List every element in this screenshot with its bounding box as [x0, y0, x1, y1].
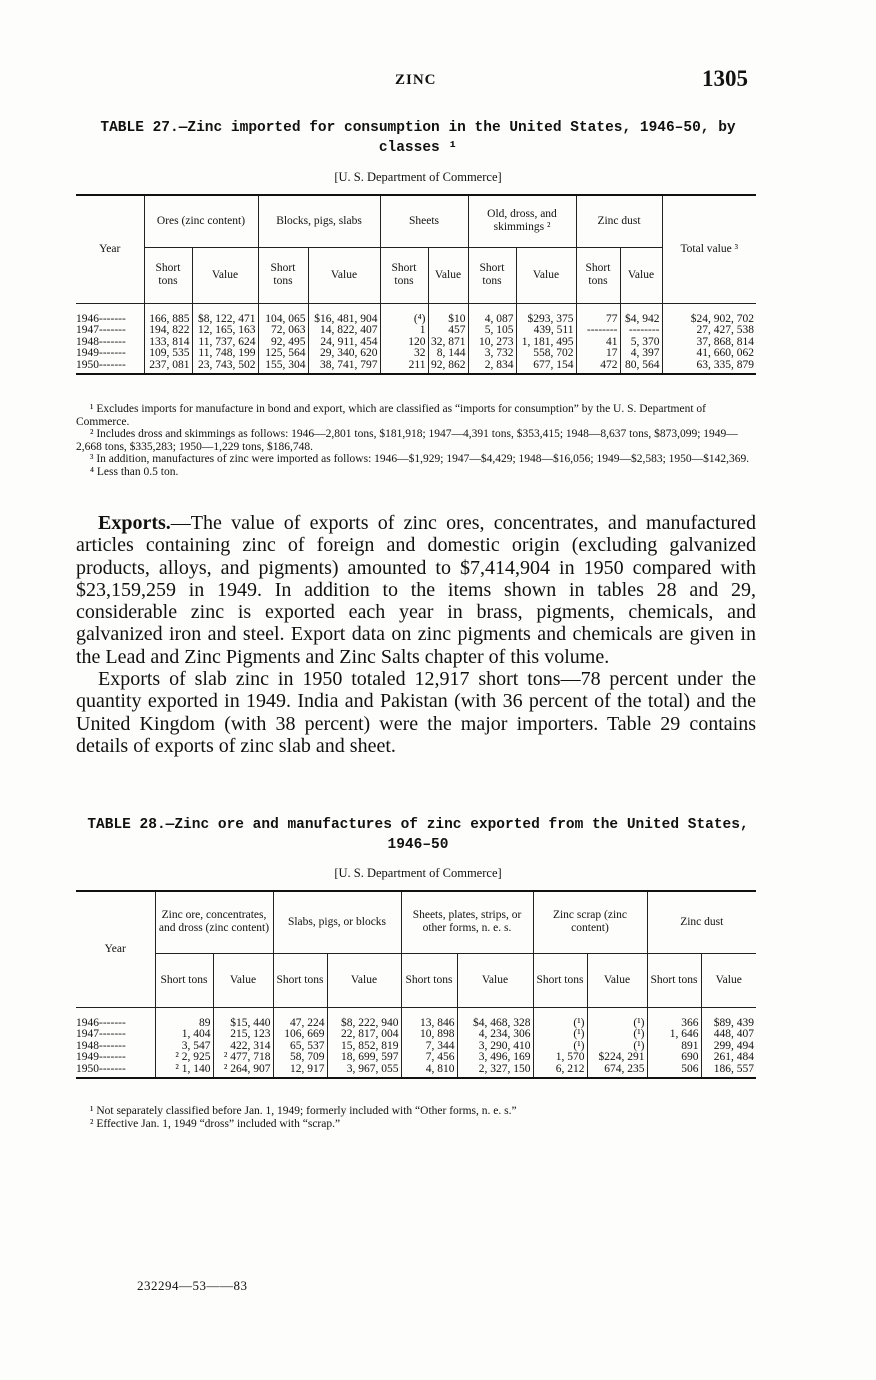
- data-cell: 457: [428, 325, 468, 337]
- value-header: Value: [457, 953, 533, 1007]
- data-cell: (¹): [587, 1041, 647, 1053]
- data-cell: 7, 456: [401, 1052, 457, 1064]
- table-row: [76, 1029, 756, 1041]
- table28-source: [U. S. Department of Commerce]: [334, 866, 502, 880]
- short-tons-header: Short tons: [155, 953, 213, 1007]
- data-cell: 4, 234, 306: [457, 1029, 533, 1041]
- value-header: Value: [327, 953, 401, 1007]
- value-header: Value: [213, 953, 273, 1007]
- data-cell: $15, 440: [213, 1018, 273, 1030]
- value-header: Value: [701, 953, 756, 1007]
- year-cell: 1949-------: [76, 347, 126, 359]
- data-cell: 125, 564: [258, 348, 308, 360]
- data-cell: 37, 868, 814: [662, 337, 756, 349]
- data-cell: 63, 335, 879: [662, 360, 756, 375]
- data-cell: 133, 814: [144, 337, 192, 349]
- table27-caption: TABLE 27.—Zinc imported for consumption in the United States, 1946–50, by classes ¹: [100, 120, 736, 156]
- data-cell: 366: [647, 1018, 701, 1030]
- table27-footnotes: [76, 403, 760, 478]
- data-cell: 12, 917: [273, 1064, 327, 1079]
- table28-caption: TABLE 28.—Zinc ore and manufactures of zinc exported from the United States, 1946–50: [87, 817, 749, 853]
- data-cell: 41, 660, 062: [662, 348, 756, 360]
- data-cell: 690: [647, 1052, 701, 1064]
- data-cell: 299, 494: [701, 1041, 756, 1053]
- data-cell: 155, 304: [258, 360, 308, 375]
- year-cell: 1948-------: [76, 335, 126, 348]
- footnote: ² Includes dross and skimmings as follows: 1946—2,801 tons, $181,918; 1947—4,391 tons, $353,415; 1948—8,637 tons, $873,099; 1949—2,668 tons, $335,283; 1950—1,229 tons, $186,748.: [76, 428, 738, 453]
- data-cell: 3, 290, 410: [457, 1041, 533, 1053]
- data-cell: $4, 468, 328: [457, 1018, 533, 1030]
- data-cell: 72, 063: [258, 325, 308, 337]
- short-tons-header: Short tons: [380, 247, 428, 303]
- table-row: [76, 325, 756, 337]
- data-cell: 3, 547: [155, 1041, 213, 1053]
- table-row: [76, 1018, 756, 1030]
- data-cell: 29, 340, 620: [308, 348, 380, 360]
- data-cell: 448, 407: [701, 1029, 756, 1041]
- data-cell: 3, 967, 055: [327, 1064, 401, 1079]
- footnote: ³ In addition, manufactures of zinc were imported as follows: 1946—$1,929; 1947—$4,429; 1948—$16,056; 1949—$2,583; 1950—$142,369.: [90, 453, 750, 465]
- data-cell: $4, 942: [620, 314, 662, 326]
- data-cell: 12, 165, 163: [192, 325, 258, 337]
- data-cell: 194, 822: [144, 325, 192, 337]
- data-cell: ² 264, 907: [213, 1064, 273, 1079]
- year-header: Year: [76, 891, 155, 1007]
- data-cell: 4, 397: [620, 348, 662, 360]
- value-header: Value: [516, 247, 576, 303]
- data-cell: 13, 846: [401, 1018, 457, 1030]
- group-header: Ores (zinc content): [144, 195, 258, 247]
- table-row: [76, 348, 756, 360]
- short-tons-header: Short tons: [468, 247, 516, 303]
- data-cell: $8, 122, 471: [192, 314, 258, 326]
- footnote: ⁴ Less than 0.5 ton.: [90, 465, 179, 478]
- short-tons-header: Short tons: [258, 247, 308, 303]
- data-cell: 677, 154: [516, 360, 576, 375]
- short-tons-header: Short tons: [144, 247, 192, 303]
- folio-code: 232294—53——83: [137, 1278, 248, 1293]
- data-cell: 65, 537: [273, 1041, 327, 1053]
- data-cell: 27, 427, 538: [662, 325, 756, 337]
- short-tons-header: Short tons: [273, 953, 327, 1007]
- data-cell: 211: [380, 360, 428, 375]
- group-header: Sheets: [380, 195, 468, 247]
- data-cell: 89: [155, 1018, 213, 1030]
- data-cell: 23, 743, 502: [192, 360, 258, 375]
- data-cell: $24, 902, 702: [662, 314, 756, 326]
- data-cell: 11, 737, 624: [192, 337, 258, 349]
- footnote: ¹ Excludes imports for manufacture in bond and export, which are classified as “imports for consumption” by the U. S. Department of Commerce.: [76, 403, 706, 428]
- data-cell: 1, 181, 495: [516, 337, 576, 349]
- year-header: Year: [76, 195, 144, 303]
- table-row: [76, 1064, 756, 1079]
- data-cell: 10, 898: [401, 1029, 457, 1041]
- year-cell: 1947-------: [76, 324, 126, 336]
- data-cell: 2, 327, 150: [457, 1064, 533, 1079]
- data-cell: 8, 144: [428, 348, 468, 360]
- data-cell: 58, 709: [273, 1052, 327, 1064]
- data-cell: $16, 481, 904: [308, 314, 380, 326]
- total-value-header: Total value ³: [662, 195, 756, 303]
- year-cell: 1950-------: [76, 360, 144, 375]
- table27: [76, 194, 756, 375]
- data-cell: 186, 557: [701, 1064, 756, 1079]
- data-cell: 18, 699, 597: [327, 1052, 401, 1064]
- short-tons-header: Short tons: [647, 953, 701, 1007]
- data-cell: ² 477, 718: [213, 1052, 273, 1064]
- data-cell: $8, 222, 940: [327, 1018, 401, 1030]
- data-cell: 10, 273: [468, 337, 516, 349]
- data-cell: --------: [620, 325, 662, 337]
- data-cell: 439, 511: [516, 325, 576, 337]
- year-cell: 1947-------: [76, 1028, 126, 1040]
- data-cell: 5, 105: [468, 325, 516, 337]
- data-cell: $224, 291: [587, 1052, 647, 1064]
- data-cell: ² 1, 140: [155, 1064, 213, 1079]
- value-header: Value: [308, 247, 380, 303]
- data-cell: 215, 123: [213, 1029, 273, 1041]
- data-cell: 47, 224: [273, 1018, 327, 1030]
- data-cell: $89, 439: [701, 1018, 756, 1030]
- data-cell: (¹): [533, 1041, 587, 1053]
- data-cell: 166, 885: [144, 314, 192, 326]
- value-header: Value: [192, 247, 258, 303]
- data-cell: 3, 732: [468, 348, 516, 360]
- data-cell: (¹): [587, 1029, 647, 1041]
- data-cell: 22, 817, 004: [327, 1029, 401, 1041]
- data-cell: (¹): [533, 1018, 587, 1030]
- data-cell: 92, 862: [428, 360, 468, 375]
- data-cell: 1, 404: [155, 1029, 213, 1041]
- data-cell: 237, 081: [144, 360, 192, 375]
- value-header: Value: [428, 247, 468, 303]
- data-cell: (¹): [587, 1018, 647, 1030]
- group-header: Zinc ore, concentrates, and dross (zinc content): [155, 891, 273, 953]
- data-cell: 106, 669: [273, 1029, 327, 1041]
- data-cell: (¹): [533, 1029, 587, 1041]
- data-cell: 506: [647, 1064, 701, 1079]
- data-cell: 14, 822, 407: [308, 325, 380, 337]
- data-cell: 24, 911, 454: [308, 337, 380, 349]
- data-cell: 422, 314: [213, 1041, 273, 1053]
- footnote: ¹ Not separately classified before Jan. 1, 1949; formerly included with “Other forms, n. e. s.”: [90, 1105, 517, 1117]
- data-cell: 4, 087: [468, 314, 516, 326]
- data-cell: 558, 702: [516, 348, 576, 360]
- exports-paragraph-2: Exports of slab zinc in 1950 totaled 12,917 short tons—78 percent under the quantity exported in 1949. India and Pakistan (with 36 percent of the total) and the United Kingdom (with 38 percent) were the major importers. Table 29 contains details of exports of zinc slab and sheet.: [76, 668, 756, 757]
- data-cell: 77: [576, 314, 620, 326]
- table28: [76, 890, 756, 1079]
- footnote: ² Effective Jan. 1, 1949 “dross” included with “scrap.”: [90, 1117, 341, 1130]
- running-title: ZINC: [395, 72, 437, 88]
- table-row: [76, 1052, 756, 1064]
- data-cell: (⁴): [380, 314, 428, 326]
- data-cell: 1, 646: [647, 1029, 701, 1041]
- data-cell: 41: [576, 337, 620, 349]
- data-cell: 4, 810: [401, 1064, 457, 1079]
- group-header: Blocks, pigs, slabs: [258, 195, 380, 247]
- data-cell: 6, 212: [533, 1064, 587, 1079]
- running-header: [0, 66, 876, 96]
- data-cell: 472: [576, 360, 620, 375]
- value-header: Value: [620, 247, 662, 303]
- exports-heading: Exports.: [98, 512, 171, 534]
- data-cell: 38, 741, 797: [308, 360, 380, 375]
- data-cell: $293, 375: [516, 314, 576, 326]
- data-cell: 7, 344: [401, 1041, 457, 1053]
- data-cell: 2, 834: [468, 360, 516, 375]
- group-header: Sheets, plates, strips, or other forms, n. e. s.: [401, 891, 533, 953]
- data-cell: 11, 748, 199: [192, 348, 258, 360]
- table28-footnotes: [76, 1105, 760, 1130]
- data-cell: 3, 496, 169: [457, 1052, 533, 1064]
- data-cell: 120: [380, 337, 428, 349]
- data-cell: ² 2, 925: [155, 1052, 213, 1064]
- short-tons-header: Short tons: [533, 953, 587, 1007]
- year-cell: 1949-------: [76, 1051, 126, 1063]
- short-tons-header: Short tons: [401, 953, 457, 1007]
- value-header: Value: [587, 953, 647, 1007]
- data-cell: 5, 370: [620, 337, 662, 349]
- data-cell: 261, 484: [701, 1052, 756, 1064]
- data-cell: 80, 564: [620, 360, 662, 375]
- table27-source: [U. S. Department of Commerce]: [334, 170, 502, 184]
- year-cell: 1948-------: [76, 1039, 126, 1052]
- data-cell: 109, 535: [144, 348, 192, 360]
- data-cell: $10: [428, 314, 468, 326]
- page-number: 1305: [702, 66, 748, 91]
- data-cell: 92, 495: [258, 337, 308, 349]
- data-cell: 15, 852, 819: [327, 1041, 401, 1053]
- group-header: Zinc dust: [576, 195, 662, 247]
- table-row: [76, 360, 756, 375]
- data-cell: 32, 871: [428, 337, 468, 349]
- data-cell: 891: [647, 1041, 701, 1053]
- data-cell: 1: [380, 325, 428, 337]
- year-cell: 1950-------: [76, 1064, 155, 1079]
- data-cell: 1, 570: [533, 1052, 587, 1064]
- data-cell: --------: [576, 325, 620, 337]
- exports-paragraph-1: —The value of exports of zinc ores, concentrates, and manufactured articles containing zinc of foreign and domestic origin (excluding galvanized products, alloys, and pigments) amounted to $7,414,904 in 1950 compared with $23,159,259 in 1949. In addition to the items shown in tables 28 and 29, considerable zinc is exported each year in brass, pigments, chemicals, and galvanized iron and steel. Export data on zinc pigments and chemicals are given in the Lead and Zinc Pigments and Zinc Salts chapter of this volume.: [76, 512, 756, 668]
- exports-section: [76, 512, 756, 757]
- year-cell: 1946-------: [76, 312, 126, 325]
- year-cell: 1946-------: [76, 1016, 126, 1029]
- group-header: Zinc dust: [647, 891, 756, 953]
- data-cell: 674, 235: [587, 1064, 647, 1079]
- short-tons-header: Short tons: [576, 247, 620, 303]
- group-header: Zinc scrap (zinc content): [533, 891, 647, 953]
- group-header: Slabs, pigs, or blocks: [273, 891, 401, 953]
- data-cell: 104, 065: [258, 314, 308, 326]
- data-cell: 17: [576, 348, 620, 360]
- group-header: Old, dross, and skimmings ²: [468, 195, 576, 247]
- data-cell: 32: [380, 348, 428, 360]
